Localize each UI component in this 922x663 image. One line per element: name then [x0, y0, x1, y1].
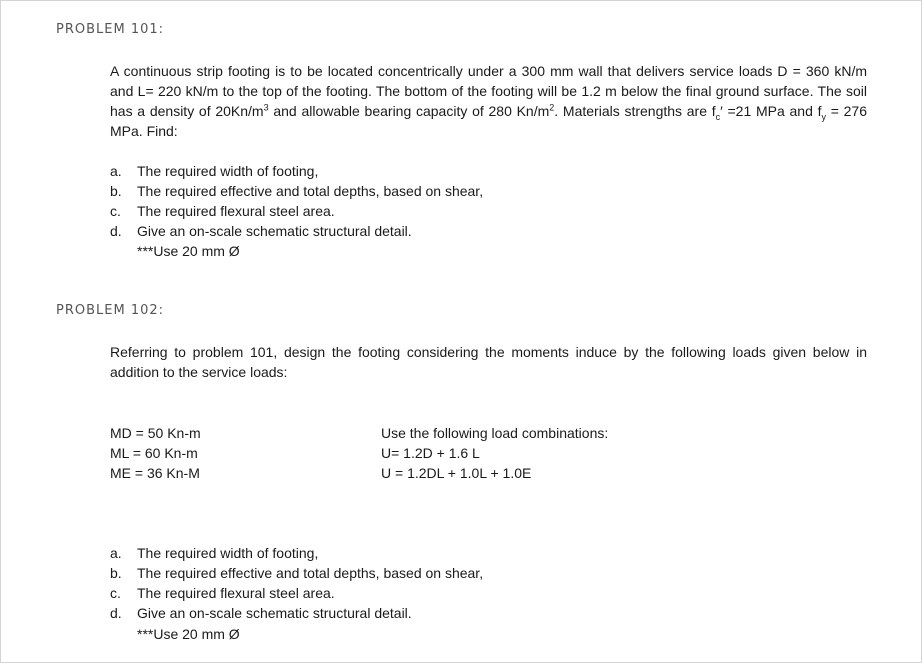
load-combination-1: U= 1.2D + 1.6 L: [381, 445, 480, 461]
problem-101-heading: PROBLEM 101:: [56, 22, 165, 37]
list-item: a. The required width of footing,: [110, 163, 319, 179]
load-combinations-list: [381, 423, 608, 483]
problem-102-statement: Referring to problem 101, design the footing considering the moments induce by the following loads given below in addition to the service loads:: [110, 344, 867, 380]
problem-102-task-list: [110, 543, 483, 623]
problem-101-task-list: [110, 161, 483, 241]
moment-load-ml: ML = 60 Kn-m: [110, 445, 198, 461]
list-item: b. The required effective and total depths, based on shear,: [110, 183, 484, 199]
load-combination-2: U = 1.2DL + 1.0L + 1.0E: [381, 465, 532, 481]
problem-102-bar-note: ***Use 20 mm Ø: [137, 626, 240, 642]
moment-load-me: ME = 36 Kn-M: [110, 465, 200, 481]
list-item: c. The required flexural steel area.: [110, 585, 335, 601]
list-item: d. Give an on-scale schematic structural detail.: [110, 223, 412, 239]
moment-loads-list: [110, 423, 201, 483]
problem-101-statement: A continuous strip footing is to be located concentrically under a 300 mm wall that delivers service loads D = 360 kN/m and L= 220 kN/m to the top of the footing. The bottom of the footing will be 1.2 m below the final ground surface. The soil has a density of $20Kn/m^3$ and allowable bearing capacity of 280 $Kn/m^2$. Materials strengths are $f_c' =21$ MPa and $f_y = 276$ MPa. Find:: [110, 63, 868, 139]
list-item: a. The required width of footing,: [110, 545, 319, 561]
list-item: b. The required effective and total depths, based on shear,: [110, 565, 484, 581]
moment-load-md: MD = 50 Kn-m: [110, 425, 201, 441]
list-item: c. The required flexural steel area.: [110, 203, 335, 219]
load-combinations-label: Use the following load combinations:: [381, 425, 609, 441]
problem-101-bar-note: ***Use 20 mm Ø: [137, 243, 240, 259]
problem-102-heading: PROBLEM 102:: [56, 303, 165, 318]
list-item: d. Give an on-scale schematic structural detail.: [110, 605, 412, 621]
